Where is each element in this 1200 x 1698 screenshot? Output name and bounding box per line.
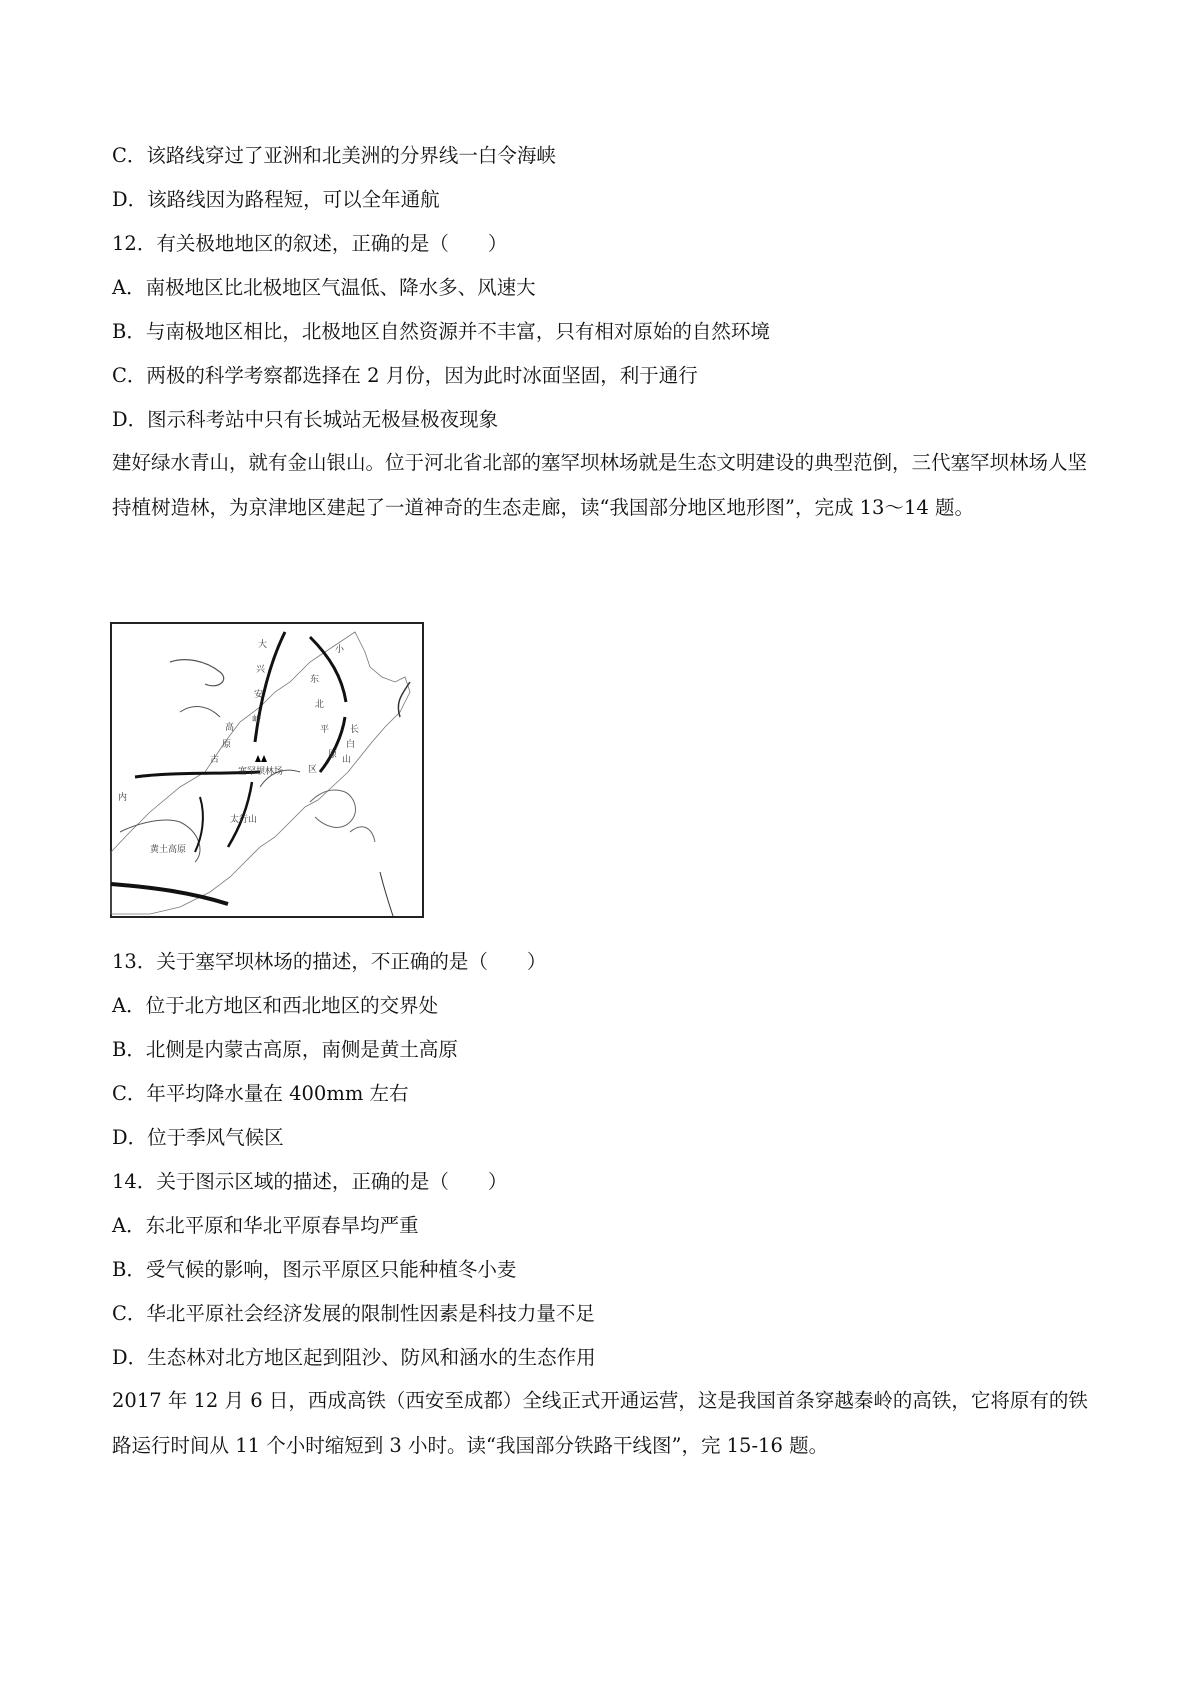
q11-option-d: D．该路线因为路程短，可以全年通航 bbox=[112, 188, 440, 211]
q12-option-c: C．两极的科学考察都选择在 2 月份，因为此时冰面坚固，利于通行 bbox=[112, 364, 698, 387]
q13-intro-paragraph: 建好绿水青山，就有金山银山。位于河北省北部的塞罕坝林场就是生态文明建设的典型范倒，三代塞罕坝林场人坚持植树造林，为京津地区建起了一道神奇的生态走廊，读“我国部分地区地形图”，完成 13～14 题。 bbox=[112, 451, 1088, 519]
map-label: 大 bbox=[258, 640, 268, 650]
map-label: 岭 bbox=[252, 715, 262, 725]
q12-option-d: D．图示科考站中只有长城站无极昼极夜现象 bbox=[112, 408, 499, 431]
map-label: 小 bbox=[335, 645, 345, 655]
map-label: 长 bbox=[350, 725, 360, 735]
q14-stem: 14．关于图示区域的描述，正确的是（ ） bbox=[112, 1170, 508, 1193]
map-label: 内 bbox=[118, 793, 128, 803]
q13-option-d: D．位于季风气候区 bbox=[112, 1126, 284, 1149]
map-label: 北 bbox=[315, 700, 325, 710]
q13-stem: 13．关于塞罕坝林场的描述，不正确的是（ ） bbox=[112, 950, 547, 973]
q14-option-c: C．华北平原社会经济发展的限制性因素是科技力量不足 bbox=[112, 1302, 595, 1325]
map-label: 兴 bbox=[256, 665, 266, 675]
map-label: 区 bbox=[308, 765, 318, 775]
terrain-map bbox=[110, 622, 424, 918]
map-label: 山 bbox=[342, 755, 352, 765]
map-label: 原 bbox=[328, 750, 338, 760]
q13-option-a: A．位于北方地区和西北地区的交界处 bbox=[112, 994, 439, 1017]
map-label: 安 bbox=[254, 690, 264, 700]
q12-option-b: B．与南极地区相比，北极地区自然资源并不丰富，只有相对原始的自然环境 bbox=[112, 320, 770, 343]
q14-option-d: D．生态林对北方地区起到阻沙、防风和涵水的生态作用 bbox=[112, 1346, 596, 1369]
q12-option-a: A．南极地区比北极地区气温低、降水多、风速大 bbox=[112, 276, 536, 299]
q12-stem: 12．有关极地地区的叙述，正确的是（ ） bbox=[112, 232, 508, 255]
map-label: 黄土高原 bbox=[150, 845, 187, 855]
q11-option-c: C．该路线穿过了亚洲和北美洲的分界线一白令海峡 bbox=[112, 144, 556, 167]
terrain-map-svg bbox=[110, 622, 424, 918]
map-label: 白 bbox=[346, 740, 356, 750]
map-label-saihanba: 塞罕坝林场 bbox=[238, 767, 284, 777]
map-label: 原 bbox=[222, 740, 232, 750]
map-label: 东 bbox=[310, 675, 320, 685]
map-label: 太行山 bbox=[230, 815, 258, 825]
q14-option-a: A．东北平原和华北平原春旱均严重 bbox=[112, 1214, 419, 1237]
map-label: 高 bbox=[225, 723, 235, 733]
q13-option-b: B．北侧是内蒙古高原，南侧是黄土高原 bbox=[112, 1038, 458, 1061]
map-label: 平 bbox=[320, 725, 330, 735]
q15-intro-paragraph: 2017 年 12 月 6 日，西成高铁（西安至成都）全线正式开通运营，这是我国首条穿越秦岭的高铁，它将原有的铁路运行时间从 11 个小时缩短到 3 小时。读“我国部分铁路干线图”，完 15-16 题。 bbox=[112, 1389, 1088, 1457]
q14-option-b: B．受气候的影响，图示平原区只能种植冬小麦 bbox=[112, 1258, 517, 1281]
q13-option-c: C．年平均降水量在 400mm 左右 bbox=[112, 1082, 409, 1105]
map-label: 古 bbox=[210, 755, 220, 765]
